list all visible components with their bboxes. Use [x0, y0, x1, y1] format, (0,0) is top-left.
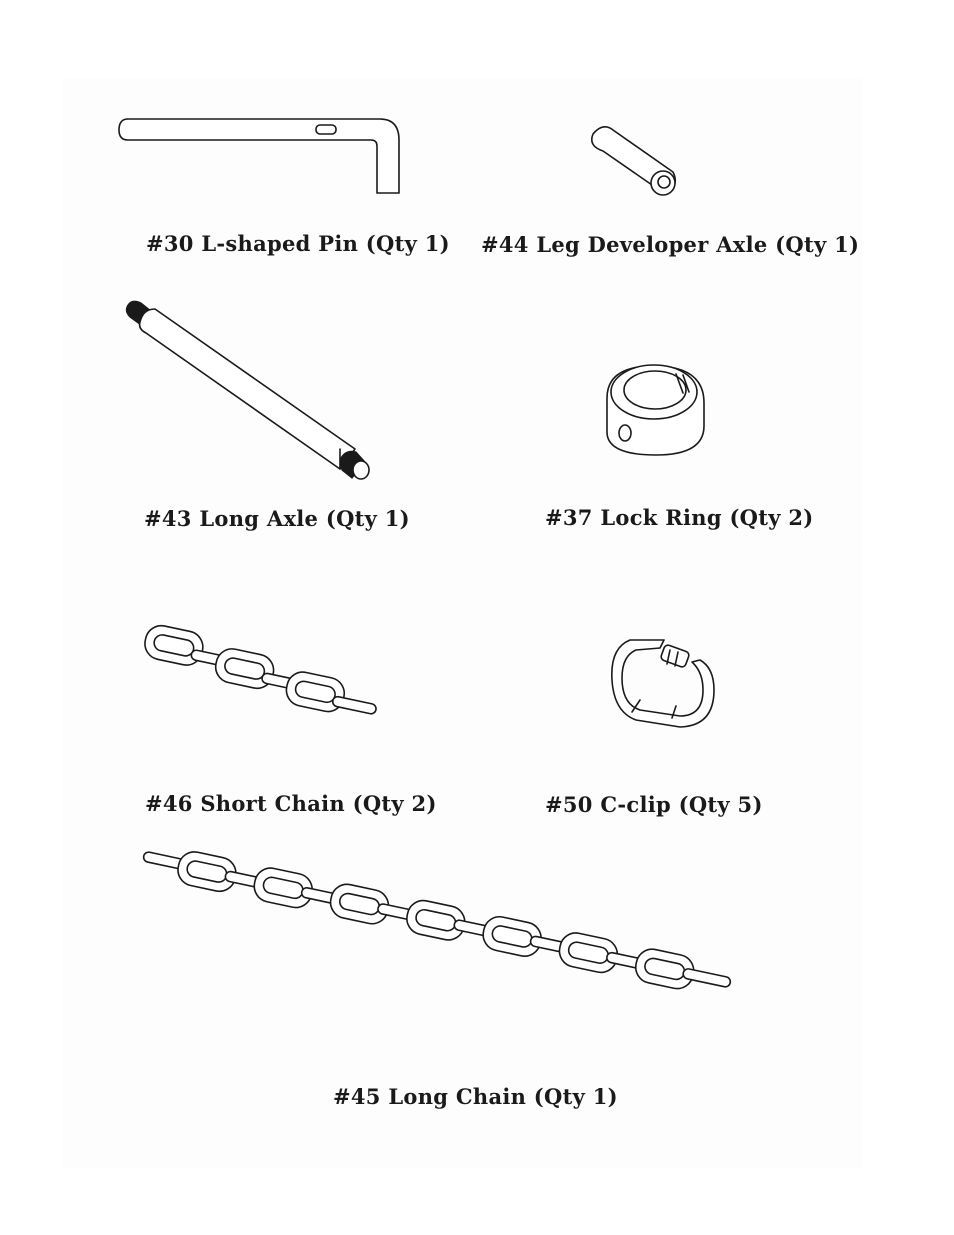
lock-ring-label: #37 Lock Ring (Qty 2): [545, 505, 814, 530]
c-clip-label: #50 C-clip (Qty 5): [545, 792, 763, 817]
leg-developer-axle-label: #44 Leg Developer Axle (Qty 1): [481, 232, 860, 257]
short-chain-label: #46 Short Chain (Qty 2): [145, 791, 437, 816]
l-shaped-pin-label: #30 L-shaped Pin (Qty 1): [146, 231, 450, 256]
long-axle-label: #43 Long Axle (Qty 1): [144, 506, 410, 531]
long-chain-label: #45 Long Chain (Qty 1): [333, 1084, 618, 1109]
